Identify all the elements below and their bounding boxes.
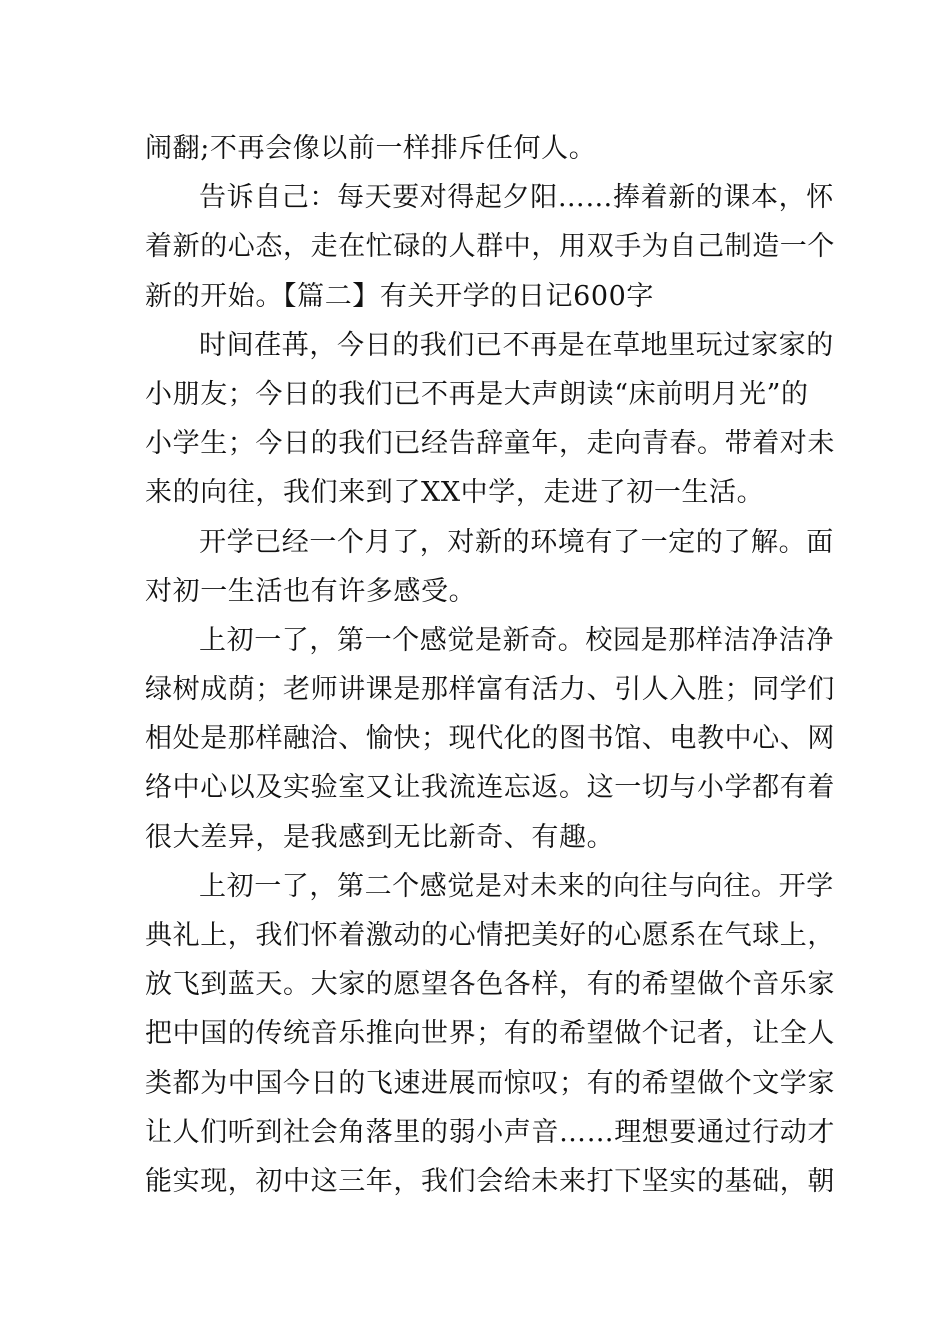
text-line: 开学已经一个月了，对新的环境有了一定的了解。面 bbox=[199, 526, 834, 558]
text-line: 让人们听到社会角落里的弱小声音……理想要通过行动才 bbox=[145, 1116, 835, 1148]
text-line: 告诉自己：每天要对得起夕阳……捧着新的课本，怀 bbox=[199, 182, 834, 214]
text-line: 来的向往，我们来到了XX中学，走进了初一生活。 bbox=[145, 477, 765, 509]
text-line: 着新的心态，走在忙碌的人群中，用双手为自己制造一个 bbox=[145, 231, 835, 263]
text-line: 绿树成荫；老师讲课是那样富有活力、引人入胜；同学们 bbox=[145, 674, 835, 706]
text-line: 放飞到蓝天。大家的愿望各色各样，有的希望做个音乐家 bbox=[145, 969, 835, 1001]
text-line: 新的开始。【篇二】有关开学的日记600字 bbox=[145, 280, 655, 312]
body-text bbox=[145, 124, 835, 1206]
text-line: 时间荏苒，今日的我们已不再是在草地里玩过家家的 bbox=[199, 329, 834, 361]
text-line: 类都为中国今日的飞速进展而惊叹；有的希望做个文学家 bbox=[145, 1067, 835, 1099]
text-line: 典礼上，我们怀着激动的心情把美好的心愿系在气球上， bbox=[145, 920, 835, 951]
text-line: 小学生；今日的我们已经告辞童年，走向青春。带着对未 bbox=[145, 428, 835, 460]
text-line: 络中心以及实验室又让我流连忘返。这一切与小学都有着 bbox=[145, 772, 835, 804]
text-line: 上初一了，第一个感觉是新奇。校园是那样洁净洁净 bbox=[199, 624, 834, 656]
text-line: 闹翻;不再会像以前一样排斥任何人。 bbox=[145, 133, 597, 164]
text-line: 上初一了，第二个感觉是对未来的向往与向往。开学 bbox=[199, 870, 834, 902]
text-line: 很大差异，是我感到无比新奇、有趣。 bbox=[145, 821, 615, 853]
text-line: 对初一生活也有许多感受。 bbox=[145, 575, 477, 607]
text-line: 把中国的传统音乐推向世界；有的希望做个记者，让全人 bbox=[145, 1018, 835, 1050]
text-line: 能实现，初中这三年，我们会给未来打下坚实的基础，朝 bbox=[145, 1165, 835, 1197]
text-line: 小朋友；今日的我们已不再是大声朗读“床前明月光”的 bbox=[145, 378, 809, 410]
text-line: 相处是那样融洽、愉快；现代化的图书馆、电教中心、网 bbox=[145, 723, 835, 755]
